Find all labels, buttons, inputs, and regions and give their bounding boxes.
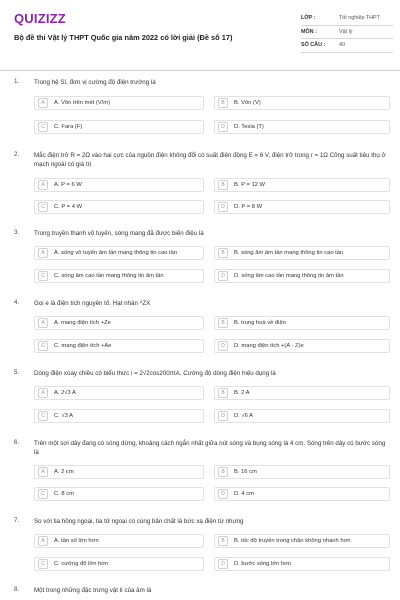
question-number: 2. [14,151,20,158]
option-letter-badge: A [38,180,48,190]
question-8 [0,586,400,598]
option-b[interactable] [214,534,390,548]
option-b[interactable] [214,465,390,479]
option-text: D. Tesla (T) [234,124,264,130]
option-text: B. Vôn (V) [234,100,261,106]
option-text: A. 2 cm [54,469,74,475]
option-a[interactable] [34,178,204,192]
question-number: 8. [14,586,20,593]
option-letter-badge: A [38,467,48,477]
meta-value: Tốt nghiệp THPT [339,15,380,22]
quizizz-logo: QUIZIZZ [14,11,66,26]
question-text: Một trong những đặc trưng vật lí của âm là [34,587,152,594]
option-letter-badge: B [218,248,228,258]
option-c[interactable] [34,120,204,134]
option-d[interactable] [214,409,390,423]
option-text: C. sóng âm cao tần mang thông tin âm tần [54,273,164,279]
question-7 [0,517,400,586]
question-number: 1. [14,78,20,85]
question-number: 7. [14,517,20,524]
question-text: Gọi e là điện tích nguyên tố. Hạt nhân ᴬZX [34,300,151,307]
question-number: 6. [14,439,20,446]
option-text: D. bước sóng lớn hơn [234,561,292,567]
option-text: B. trung hoà về điện [234,320,286,326]
option-c[interactable] [34,557,204,571]
option-letter-badge: D [218,489,228,499]
question-number: 5. [14,369,20,376]
meta-row-question-count [301,39,393,53]
option-text: C. 8 cm [54,491,74,497]
question-text: So với tia hồng ngoại, tia tử ngoại có cùng bản chất là bức xạ điện từ nhưng [34,518,244,525]
option-text: D. P = 8 W [234,204,263,210]
option-c[interactable] [34,269,204,283]
meta-row-class [301,12,393,26]
option-letter-badge: B [218,98,228,108]
question-list [0,78,400,598]
worksheet-header [0,0,400,66]
option-c[interactable] [34,487,204,501]
option-text: B. 2 A [234,390,250,396]
option-letter-badge: B [218,180,228,190]
question-6 [0,439,400,517]
option-c[interactable] [34,200,204,214]
option-a[interactable] [34,465,204,479]
option-letter-badge: A [38,388,48,398]
option-letter-badge: B [218,536,228,546]
option-text: C. √3 A [54,413,73,419]
option-d[interactable] [214,120,390,134]
question-text: Trong truyền thanh vô tuyến, sóng mang đã được biến điệu là [34,230,204,237]
question-text: Trong hệ SI, đơn vị cường độ điện trường là [34,79,156,86]
question-text: Mắc điện trở R = 2Ω vào hai cực của nguồn điện không đổi có suất điện động E = 6 V, điện trở trong r = 1Ω Công suất tiêu thụ ở mạch ngoài có giá trị [34,152,386,168]
option-text: C. P = 4 W [54,204,83,210]
option-letter-badge: C [38,122,48,132]
question-5 [0,369,400,439]
option-d[interactable] [214,339,390,353]
option-b[interactable] [214,246,390,260]
option-letter-badge: A [38,98,48,108]
option-letter-badge: D [218,122,228,132]
option-text: D. mang điện tích +(A - Z)e [234,343,304,349]
option-text: C. cường độ lớn hơn [54,561,109,567]
option-text: A. Vôn trên mét (V/m) [54,100,111,106]
option-d[interactable] [214,200,390,214]
option-letter-badge: C [38,559,48,569]
option-b[interactable] [214,386,390,400]
option-text: A. mang điện tích +Ze [54,320,111,326]
option-letter-badge: D [218,559,228,569]
option-letter-badge: B [218,467,228,477]
question-text: Dòng điện xoay chiều có biểu thức i = 2√2cos200πtA. Cường độ dòng điện hiệu dụng là [34,370,276,377]
option-letter-badge: D [218,271,228,281]
option-a[interactable] [34,96,204,110]
option-a[interactable] [34,386,204,400]
option-text: A. 2√3 A [54,390,76,396]
meta-value: 40 [339,42,345,49]
option-letter-badge: A [38,318,48,328]
option-letter-badge: C [38,489,48,499]
option-d[interactable] [214,557,390,571]
option-b[interactable] [214,96,390,110]
option-letter-badge: A [38,248,48,258]
option-a[interactable] [34,534,204,548]
option-text: B. tốc độ truyền trong chân không nhanh hơn [234,538,351,544]
question-1 [0,78,400,151]
option-text: A. sóng vô tuyến âm tần mang thông tin cao tần [54,250,178,256]
option-letter-badge: B [218,318,228,328]
option-text: D. sóng âm cao tần mang thông tin âm tần [234,273,344,279]
option-text: A. tần số lớn hơn [54,538,99,544]
option-text: D. 4 cm [234,491,254,497]
option-text: A. P = 6 W [54,182,82,188]
question-number: 3. [14,229,20,236]
option-letter-badge: C [38,202,48,212]
option-c[interactable] [34,409,204,423]
option-a[interactable] [34,316,204,330]
header-divider [0,70,400,71]
option-letter-badge: C [38,341,48,351]
option-text: B. sóng âm âm tần mang thông tin cao tần [234,250,344,256]
meta-label: MÔN : [301,28,317,35]
question-2 [0,151,400,229]
option-text: D. √6 A [234,413,253,419]
option-text: C. mang điện tích +Ae [54,343,112,349]
meta-label: SỐ CÂU : [301,42,326,49]
option-letter-badge: C [38,271,48,281]
meta-label: LỚP : [301,15,316,22]
option-b[interactable] [214,178,390,192]
question-number: 4. [14,299,20,306]
question-text: Trên một sợi dây đang có sóng dừng, khoảng cách ngắn nhất giữa nút sóng và bụng sóng là 4 cm. Sóng trên dây có bước sóng là [34,440,386,456]
option-letter-badge: C [38,411,48,421]
option-text: B. P = 12 W [234,182,265,188]
option-letter-badge: B [218,388,228,398]
option-text: C. Fara (F) [54,124,83,130]
option-text: B. 16 cm [234,469,257,475]
option-letter-badge: D [218,411,228,421]
option-c[interactable] [34,339,204,353]
option-b[interactable] [214,316,390,330]
worksheet-meta [301,12,393,53]
option-a[interactable] [34,246,204,260]
meta-value: Vật lý [339,28,353,35]
option-letter-badge: A [38,536,48,546]
question-3 [0,229,400,299]
meta-row-subject [301,26,393,40]
worksheet-title: Bộ đề thi Vật lý THPT Quốc gia năm 2022 có lời giải (Đề số 17) [14,33,233,42]
option-letter-badge: D [218,202,228,212]
option-d[interactable] [214,487,390,501]
option-letter-badge: D [218,341,228,351]
question-4 [0,299,400,369]
option-d[interactable] [214,269,390,283]
